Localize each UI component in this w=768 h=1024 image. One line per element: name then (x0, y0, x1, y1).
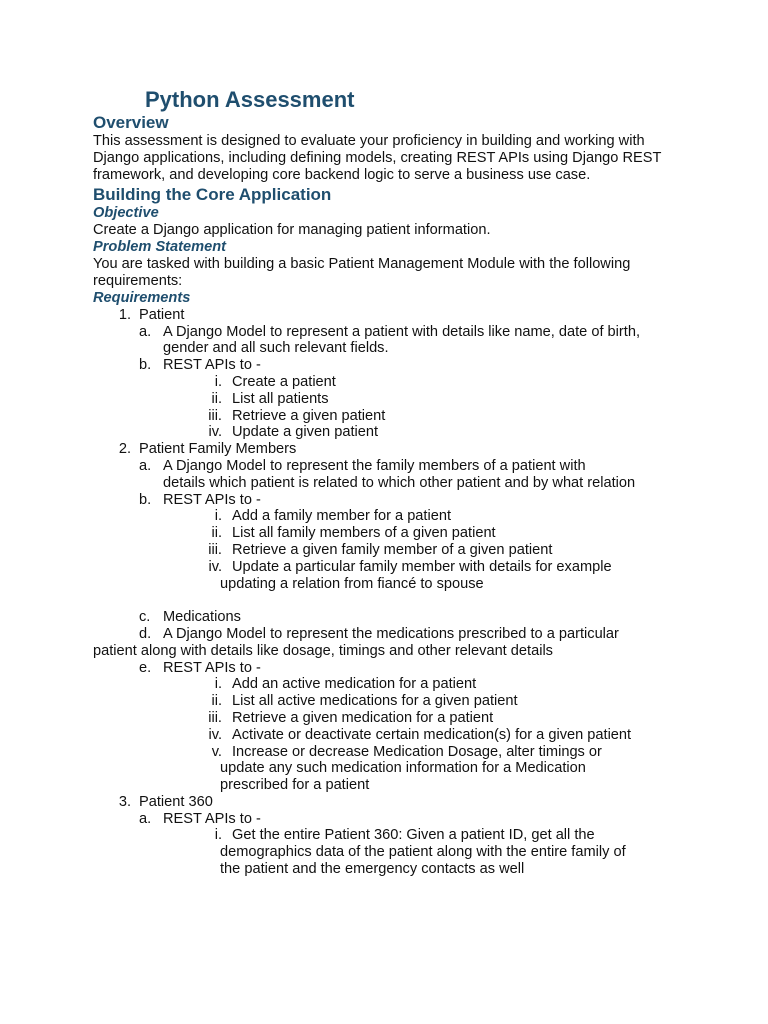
core-heading: Building the Core Application (93, 185, 332, 205)
list-item (93, 391, 683, 408)
list-item-text: Get the entire Patient 360: Given a patient ID, get all the (232, 827, 595, 844)
list-item (93, 525, 683, 542)
sub-item-text: A Django Model to represent the family members of a patient with (163, 457, 586, 474)
list-marker: a. (139, 323, 152, 340)
list-item-text-cont: updating a relation from fiancé to spouse (220, 575, 484, 592)
list-marker: iv. (208, 726, 222, 743)
list-item-text-cont: the patient and the emergency contacts as well (220, 861, 525, 878)
list-marker: i. (214, 676, 222, 693)
list-item-text: List all family members of a given patient (232, 525, 496, 542)
sub-item-text: REST APIs to - (163, 357, 261, 374)
sub-item (93, 660, 683, 677)
list-item-text: Retrieve a given medication for a patient (232, 709, 494, 726)
list-item-text: Create a patient (232, 373, 336, 390)
list-marker: c. (139, 609, 151, 626)
requirements-heading: Requirements (93, 289, 191, 306)
document-body (93, 112, 683, 878)
problem-heading: Problem Statement (93, 239, 226, 256)
list-marker: 2. (118, 441, 131, 458)
objective-text: Create a Django application for managing patient information. (93, 222, 491, 239)
list-item (93, 559, 683, 593)
list-item-text: Retrieve a given family member of a given patient (232, 541, 553, 558)
requirement-item (93, 441, 683, 458)
overview-text: This assessment is designed to evaluate your proficiency in building and working with Django applications, including defining models, creating REST APIs using Django REST framework, and developing core backend logic to serve a business use case. (93, 133, 662, 183)
requirement-label: Patient Family Members (139, 441, 297, 458)
list-marker: e. (139, 659, 152, 676)
objective-heading: Objective (93, 205, 159, 222)
list-item-text: List all patients (232, 390, 329, 407)
sub-item (93, 626, 683, 660)
list-item-text: List all active medications for a given patient (232, 693, 518, 710)
list-item (93, 744, 683, 794)
sub-item (93, 458, 683, 492)
list-marker: i. (214, 373, 222, 390)
list-item-text: Retrieve a given patient (232, 407, 386, 424)
sub-item (93, 609, 683, 626)
list-item-text: Add a family member for a patient (232, 508, 452, 525)
list-marker: v. (211, 743, 222, 760)
sub-item (93, 357, 683, 374)
problem-text: You are tasked with building a basic Patient Management Module with the following requirements: (93, 256, 631, 289)
sub-item-text-cont: patient along with details like dosage, timings and other relevant details (93, 642, 553, 659)
list-item-text: Update a particular family member with details for example (232, 558, 612, 575)
list-marker: a. (139, 457, 152, 474)
list-item (93, 693, 683, 710)
sub-item (93, 811, 683, 828)
list-item (93, 827, 683, 877)
list-item (93, 676, 683, 693)
overview-heading: Overview (93, 113, 169, 132)
list-item-text: Update a given patient (232, 424, 379, 441)
sub-item-text: A Django Model to represent the medications prescribed to a particular (163, 625, 619, 642)
list-item-text-cont: update any such medication information for a Medication (220, 760, 586, 777)
requirement-item (93, 794, 683, 811)
list-marker: ii. (211, 525, 222, 542)
sub-item-text: REST APIs to - (163, 491, 261, 508)
list-item-text-cont: demographics data of the patient along with the entire family of (220, 844, 626, 861)
list-marker: b. (139, 491, 152, 508)
sub-item-text: REST APIs to - (163, 810, 261, 827)
requirement-label: Patient (139, 306, 185, 323)
list-item (93, 408, 683, 425)
list-item (93, 424, 683, 441)
requirement-label: Patient 360 (139, 793, 213, 810)
sub-item (93, 492, 683, 509)
list-marker: b. (139, 357, 152, 374)
list-item-text: Add an active medication for a patient (232, 676, 477, 693)
sub-item (93, 324, 683, 358)
list-item (93, 542, 683, 559)
list-marker: iv. (208, 424, 222, 441)
sub-item-text: REST APIs to - (163, 659, 261, 676)
list-marker: d. (139, 625, 152, 642)
page-title: Python Assessment (145, 87, 355, 112)
list-item (93, 508, 683, 525)
sub-item-text: A Django Model to represent a patient with details like name, date of birth, gender and all such relevant fields. (163, 323, 641, 357)
list-marker: a. (139, 810, 152, 827)
list-marker: ii. (211, 390, 222, 407)
list-item (93, 727, 683, 744)
sub-item-text: Medications (163, 609, 241, 626)
list-marker: iii. (208, 407, 222, 424)
list-marker: 1. (118, 306, 131, 323)
list-marker: iii. (208, 709, 222, 726)
sub-item-text-cont: details which patient is related to which other patient and by what relation (163, 474, 636, 491)
list-item (93, 374, 683, 391)
spacer (93, 592, 683, 609)
list-marker: i. (214, 508, 222, 525)
list-marker: 3. (118, 793, 131, 810)
list-item-text-cont: prescribed for a patient (220, 777, 370, 794)
list-item (93, 710, 683, 727)
list-item-text: Increase or decrease Medication Dosage, alter timings or (232, 743, 602, 760)
list-marker: ii. (211, 693, 222, 710)
list-item-text: Activate or deactivate certain medication(s) for a given patient (232, 726, 632, 743)
list-marker: iv. (208, 558, 222, 575)
list-marker: iii. (208, 541, 222, 558)
list-marker: i. (214, 827, 222, 844)
requirement-item (93, 307, 683, 324)
